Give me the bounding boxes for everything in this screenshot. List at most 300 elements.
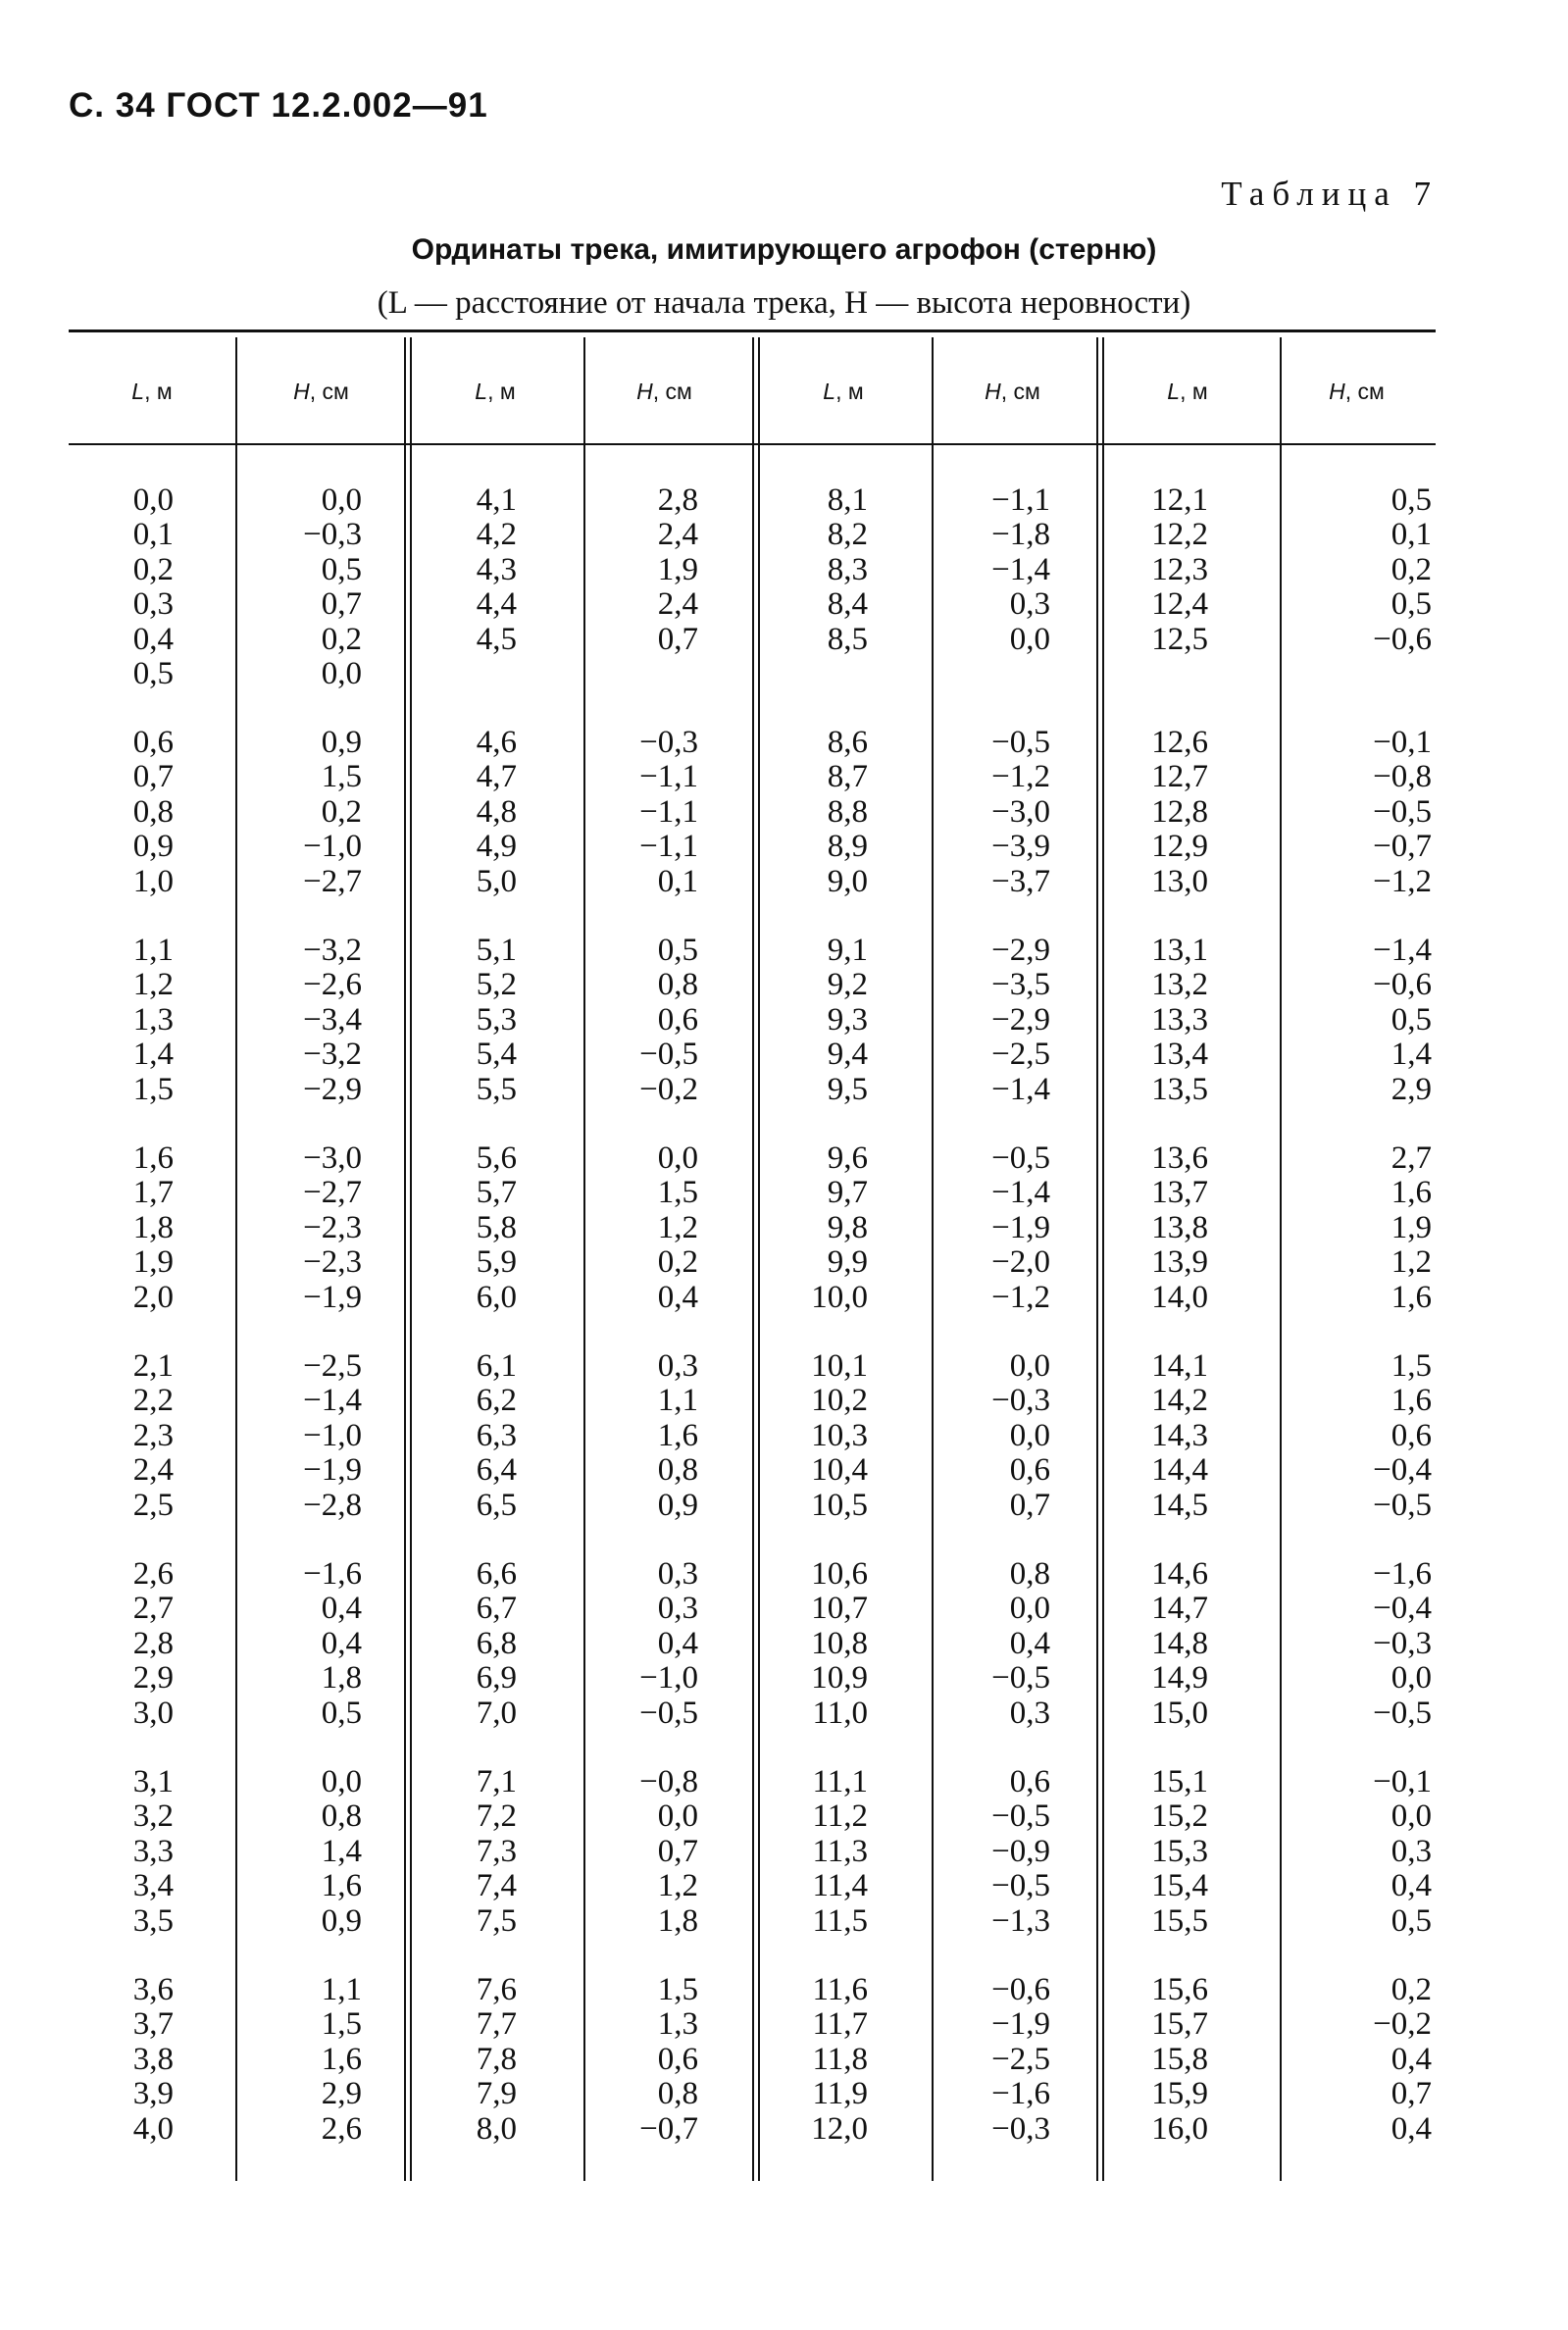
cell-H: −1,0 — [639, 1660, 698, 1697]
cell-L: 10,2 — [811, 1383, 868, 1419]
cell-H: −2,9 — [991, 933, 1050, 968]
cell-H: 0,4 — [1009, 1625, 1050, 1661]
cell-L: 0,0 — [132, 482, 174, 518]
table-title: Ординаты трека, имитирующего агрофон (стерню) — [411, 233, 1157, 266]
cell-L: 15,8 — [1151, 2041, 1208, 2077]
cell-L: 3,0 — [132, 1695, 174, 1731]
cell-H: 0,6 — [1391, 1417, 1432, 1453]
cell-H: 1,4 — [1391, 1037, 1432, 1073]
cell-L: 14,4 — [1151, 1452, 1208, 1489]
cell-H: 0,0 — [1009, 1348, 1050, 1384]
cell-H: 1,5 — [1391, 1348, 1432, 1384]
cell-L: 10,8 — [811, 1625, 868, 1661]
cell-L: 0,4 — [132, 621, 174, 657]
cell-L: 9,7 — [827, 1175, 868, 1211]
cell-H: 0,1 — [1391, 517, 1432, 553]
cell-L: 1,2 — [132, 967, 174, 1003]
cell-L: 3,6 — [132, 1972, 174, 2007]
col-header-H-2 — [579, 379, 750, 405]
cell-L: 12,2 — [1151, 517, 1208, 553]
cell-L: 6,1 — [476, 1348, 517, 1384]
cell-L: 2,9 — [132, 1660, 174, 1697]
col-header-unit: , м — [487, 379, 516, 404]
cell-H: −3,4 — [303, 1001, 362, 1038]
cell-H: −0,5 — [991, 1798, 1050, 1835]
cell-H: 0,6 — [657, 1001, 698, 1038]
cell-H: −0,3 — [1373, 1625, 1432, 1661]
cell-L: 16,0 — [1151, 2110, 1208, 2147]
cell-L: 9,6 — [827, 1140, 868, 1176]
cell-H: −1,9 — [991, 1209, 1050, 1245]
cell-L: 9,8 — [827, 1209, 868, 1245]
cell-L: 8,5 — [827, 621, 868, 657]
cell-L: 3,8 — [132, 2041, 174, 2077]
cell-L: 6,9 — [476, 1660, 517, 1697]
col-header-L-1 — [69, 379, 235, 405]
cell-L: 5,4 — [476, 1037, 517, 1073]
cell-L: 6,8 — [476, 1625, 517, 1661]
cell-H: −1,2 — [991, 1279, 1050, 1315]
cell-H: 1,6 — [321, 1868, 362, 1904]
cell-H: 0,4 — [321, 1625, 362, 1661]
cell-H: −1,9 — [303, 1452, 362, 1489]
cell-L: 15,6 — [1151, 1972, 1208, 2007]
cell-L: 12,6 — [1151, 725, 1208, 760]
cell-H: −0,4 — [1373, 1452, 1432, 1489]
cell-H: −3,7 — [991, 863, 1050, 899]
cell-H: 0,5 — [1391, 1001, 1432, 1038]
cell-H: 0,7 — [657, 621, 698, 657]
cell-H: −3,0 — [991, 793, 1050, 830]
cell-H: 0,0 — [1391, 1660, 1432, 1697]
cell-L: 13,0 — [1151, 863, 1208, 899]
cell-H: 1,5 — [321, 759, 362, 795]
cell-L: 9,1 — [827, 933, 868, 968]
cell-L: 6,4 — [476, 1452, 517, 1489]
cell-L: 4,2 — [476, 517, 517, 553]
cell-H: 0,0 — [321, 656, 362, 691]
cell-H: 0,8 — [657, 1452, 698, 1489]
cell-L: 3,3 — [132, 1833, 174, 1869]
cell-L: 1,6 — [132, 1140, 174, 1176]
cell-L: 7,2 — [476, 1798, 517, 1835]
col-header-symbol: L — [131, 379, 145, 404]
cell-H: −3,9 — [991, 829, 1050, 865]
cell-L: 13,5 — [1151, 1071, 1208, 1107]
cell-H: −3,0 — [303, 1140, 362, 1176]
cell-H: 0,8 — [657, 2076, 698, 2112]
cell-L: 4,6 — [476, 725, 517, 760]
cell-H: 0,9 — [321, 1902, 362, 1939]
cell-H: −0,5 — [991, 1868, 1050, 1904]
cell-L: 9,2 — [827, 967, 868, 1003]
cell-L: 10,4 — [811, 1452, 868, 1489]
cell-H: −0,1 — [1373, 1764, 1432, 1799]
col-header-symbol: L — [1167, 379, 1181, 404]
cell-L: 4,4 — [476, 586, 517, 623]
column-divider — [932, 337, 934, 2181]
cell-H: 2,8 — [657, 482, 698, 518]
cell-L: 12,5 — [1151, 621, 1208, 657]
col-header-symbol: H — [1329, 379, 1345, 404]
cell-H: 0,0 — [1009, 1417, 1050, 1453]
cell-H: 1,2 — [1391, 1244, 1432, 1281]
cell-H: −2,9 — [991, 1001, 1050, 1038]
cell-L: 4,0 — [132, 2110, 174, 2147]
cell-L: 13,7 — [1151, 1175, 1208, 1211]
cell-L: 7,8 — [476, 2041, 517, 2077]
cell-L: 1,0 — [132, 863, 174, 899]
cell-L: 12,1 — [1151, 482, 1208, 518]
cell-L: 0,5 — [132, 656, 174, 691]
cell-H: −2,7 — [303, 1175, 362, 1211]
cell-H: 0,4 — [321, 1591, 362, 1627]
cell-L: 3,9 — [132, 2076, 174, 2112]
cell-H: 0,0 — [321, 1764, 362, 1799]
cell-L: 4,1 — [476, 482, 517, 518]
cell-H: 0,6 — [657, 2041, 698, 2077]
column-divider — [583, 337, 585, 2181]
cell-L: 0,9 — [132, 829, 174, 865]
cell-H: 0,4 — [657, 1625, 698, 1661]
cell-L: 10,5 — [811, 1487, 868, 1523]
cell-H: −1,1 — [991, 482, 1050, 518]
cell-L: 6,7 — [476, 1591, 517, 1627]
cell-L: 2,5 — [132, 1487, 174, 1523]
cell-L: 14,1 — [1151, 1348, 1208, 1384]
cell-L: 10,1 — [811, 1348, 868, 1384]
cell-L: 5,8 — [476, 1209, 517, 1245]
cell-L: 9,9 — [827, 1244, 868, 1281]
cell-L: 1,3 — [132, 1001, 174, 1038]
cell-H: 1,9 — [657, 551, 698, 587]
cell-L: 15,4 — [1151, 1868, 1208, 1904]
cell-L: 13,9 — [1151, 1244, 1208, 1281]
cell-L: 7,4 — [476, 1868, 517, 1904]
cell-H: −2,8 — [303, 1487, 362, 1523]
cell-H: 0,2 — [1391, 551, 1432, 587]
cell-L: 7,0 — [476, 1695, 517, 1731]
cell-L: 12,8 — [1151, 793, 1208, 830]
cell-H: −2,0 — [991, 1244, 1050, 1281]
cell-H: 0,5 — [1391, 586, 1432, 623]
cell-L: 8,7 — [827, 759, 868, 795]
track-ordinates-table — [69, 329, 1436, 2193]
cell-H: −1,2 — [991, 759, 1050, 795]
cell-H: −0,7 — [1373, 829, 1432, 865]
cell-H: 1,8 — [321, 1660, 362, 1697]
cell-H: −3,5 — [991, 967, 1050, 1003]
cell-H: −2,3 — [303, 1209, 362, 1245]
cell-H: 0,4 — [1391, 2110, 1432, 2147]
cell-H: 0,5 — [657, 933, 698, 968]
cell-H: 0,3 — [657, 1556, 698, 1592]
cell-H: −0,5 — [639, 1037, 698, 1073]
cell-L: 5,1 — [476, 933, 517, 968]
cell-L: 5,6 — [476, 1140, 517, 1176]
cell-H: 0,3 — [657, 1348, 698, 1384]
cell-L: 9,0 — [827, 863, 868, 899]
cell-H: 1,3 — [657, 2006, 698, 2043]
cell-L: 11,6 — [812, 1972, 868, 2007]
cell-H: −1,6 — [991, 2076, 1050, 2112]
cell-H: −1,6 — [303, 1556, 362, 1592]
cell-H: −1,1 — [639, 759, 698, 795]
cell-L: 8,1 — [827, 482, 868, 518]
cell-L: 13,3 — [1151, 1001, 1208, 1038]
cell-L: 8,0 — [476, 2110, 517, 2147]
cell-H: 0,3 — [1009, 1695, 1050, 1731]
cell-H: −0,6 — [991, 1972, 1050, 2007]
cell-L: 11,8 — [812, 2041, 868, 2077]
cell-H: 1,5 — [657, 1175, 698, 1211]
cell-L: 5,9 — [476, 1244, 517, 1281]
cell-H: −0,5 — [991, 1140, 1050, 1176]
cell-H: 1,6 — [1391, 1279, 1432, 1315]
cell-L: 1,9 — [132, 1244, 174, 1281]
cell-L: 1,1 — [132, 933, 174, 968]
cell-L: 3,1 — [132, 1764, 174, 1799]
cell-H: 2,7 — [1391, 1140, 1432, 1176]
cell-H: 1,5 — [657, 1972, 698, 2007]
double-column-divider — [410, 337, 412, 2181]
cell-L: 8,4 — [827, 586, 868, 623]
cell-L: 12,4 — [1151, 586, 1208, 623]
cell-H: −0,8 — [1373, 759, 1432, 795]
cell-H: 2,4 — [657, 517, 698, 553]
cell-L: 9,4 — [827, 1037, 868, 1073]
double-column-divider — [1096, 337, 1098, 2181]
cell-H: −2,5 — [991, 2041, 1050, 2077]
cell-L: 5,5 — [476, 1071, 517, 1107]
cell-L: 15,1 — [1151, 1764, 1208, 1799]
cell-L: 11,1 — [812, 1764, 868, 1799]
cell-L: 11,9 — [812, 2076, 868, 2112]
cell-L: 2,3 — [132, 1417, 174, 1453]
cell-L: 5,2 — [476, 967, 517, 1003]
cell-H: −1,1 — [639, 793, 698, 830]
cell-H: −1,9 — [991, 2006, 1050, 2043]
cell-H: 1,2 — [657, 1209, 698, 1245]
cell-L: 0,3 — [132, 586, 174, 623]
cell-L: 8,3 — [827, 551, 868, 587]
cell-L: 2,6 — [132, 1556, 174, 1592]
cell-L: 11,2 — [812, 1798, 868, 1835]
page-header: С. 34 ГОСТ 12.2.002—91 — [69, 86, 488, 125]
cell-L: 2,7 — [132, 1591, 174, 1627]
cell-H: −1,4 — [991, 551, 1050, 587]
cell-H: 0,5 — [1391, 1902, 1432, 1939]
cell-H: 1,6 — [321, 2041, 362, 2077]
cell-H: 0,7 — [657, 1833, 698, 1869]
cell-L: 14,7 — [1151, 1591, 1208, 1627]
cell-H: 2,6 — [321, 2110, 362, 2147]
cell-L: 0,7 — [132, 759, 174, 795]
cell-L: 15,9 — [1151, 2076, 1208, 2112]
cell-H: −0,7 — [639, 2110, 698, 2147]
cell-H: 0,7 — [1391, 2076, 1432, 2112]
cell-L: 2,0 — [132, 1279, 174, 1315]
cell-H: 1,6 — [1391, 1175, 1432, 1211]
cell-L: 13,2 — [1151, 967, 1208, 1003]
cell-L: 11,0 — [812, 1695, 868, 1731]
cell-H: 0,0 — [657, 1798, 698, 1835]
cell-L: 1,7 — [132, 1175, 174, 1211]
cell-H: −2,6 — [303, 967, 362, 1003]
col-header-unit: , см — [309, 379, 349, 404]
col-header-unit: , м — [835, 379, 864, 404]
cell-H: 0,5 — [1391, 482, 1432, 518]
cell-H: −1,4 — [303, 1383, 362, 1419]
cell-L: 13,8 — [1151, 1209, 1208, 1245]
cell-L: 6,3 — [476, 1417, 517, 1453]
cell-H: 0,2 — [321, 621, 362, 657]
cell-L: 8,6 — [827, 725, 868, 760]
cell-L: 7,1 — [476, 1764, 517, 1799]
cell-H: 0,8 — [657, 967, 698, 1003]
cell-H: −0,5 — [991, 1660, 1050, 1697]
cell-H: 1,6 — [657, 1417, 698, 1453]
cell-H: −1,1 — [639, 829, 698, 865]
cell-L: 12,7 — [1151, 759, 1208, 795]
cell-H: −0,6 — [1373, 967, 1432, 1003]
cell-H: 0,4 — [657, 1279, 698, 1315]
cell-L: 14,2 — [1151, 1383, 1208, 1419]
col-header-H-4 — [1271, 379, 1442, 405]
col-header-unit: , см — [1000, 379, 1040, 404]
cell-H: −1,6 — [1373, 1556, 1432, 1592]
cell-H: 0,4 — [1391, 1868, 1432, 1904]
cell-H: 2,9 — [321, 2076, 362, 2112]
cell-H: 0,8 — [1009, 1556, 1050, 1592]
cell-H: 0,3 — [1391, 1833, 1432, 1869]
col-header-symbol: L — [475, 379, 488, 404]
cell-L: 0,2 — [132, 551, 174, 587]
col-header-unit: , см — [1344, 379, 1385, 404]
col-header-symbol: L — [823, 379, 836, 404]
cell-H: −0,6 — [1373, 621, 1432, 657]
cell-L: 2,2 — [132, 1383, 174, 1419]
cell-H: −0,5 — [1373, 793, 1432, 830]
cell-L: 10,9 — [811, 1660, 868, 1697]
cell-L: 7,6 — [476, 1972, 517, 2007]
cell-H: 0,0 — [1009, 621, 1050, 657]
cell-H: 1,6 — [1391, 1383, 1432, 1419]
cell-L: 2,4 — [132, 1452, 174, 1489]
cell-L: 15,5 — [1151, 1902, 1208, 1939]
cell-L: 3,7 — [132, 2006, 174, 2043]
cell-H: −2,5 — [991, 1037, 1050, 1073]
cell-L: 4,5 — [476, 621, 517, 657]
col-header-symbol: H — [293, 379, 310, 404]
cell-L: 4,7 — [476, 759, 517, 795]
cell-H: 0,5 — [321, 551, 362, 587]
cell-H: −3,2 — [303, 1037, 362, 1073]
cell-H: −1,4 — [991, 1071, 1050, 1107]
table-top-rule — [69, 329, 1436, 332]
cell-H: −0,3 — [303, 517, 362, 553]
cell-L: 13,6 — [1151, 1140, 1208, 1176]
column-divider — [235, 337, 237, 2181]
cell-H: −1,0 — [303, 829, 362, 865]
col-header-unit: , м — [144, 379, 173, 404]
cell-L: 5,3 — [476, 1001, 517, 1038]
col-header-L-4 — [1104, 379, 1271, 405]
cell-H: −2,5 — [303, 1348, 362, 1384]
cell-H: 0,8 — [321, 1798, 362, 1835]
cell-L: 1,4 — [132, 1037, 174, 1073]
cell-L: 10,0 — [811, 1279, 868, 1315]
cell-L: 9,5 — [827, 1071, 868, 1107]
cell-H: 0,9 — [657, 1487, 698, 1523]
cell-L: 10,3 — [811, 1417, 868, 1453]
cell-L: 10,6 — [811, 1556, 868, 1592]
cell-H: 0,0 — [657, 1140, 698, 1176]
col-header-L-3 — [760, 379, 927, 405]
col-header-symbol: H — [985, 379, 1001, 404]
col-header-L-2 — [412, 379, 579, 405]
cell-H: 1,9 — [1391, 1209, 1432, 1245]
cell-H: −1,2 — [1373, 863, 1432, 899]
column-divider — [1280, 337, 1282, 2181]
cell-H: −1,4 — [991, 1175, 1050, 1211]
cell-L: 12,9 — [1151, 829, 1208, 865]
cell-H: 1,5 — [321, 2006, 362, 2043]
cell-H: 0,0 — [321, 482, 362, 518]
cell-L: 10,7 — [811, 1591, 868, 1627]
double-column-divider — [1102, 337, 1104, 2181]
cell-H: −0,8 — [639, 1764, 698, 1799]
cell-H: 2,9 — [1391, 1071, 1432, 1107]
cell-L: 5,0 — [476, 863, 517, 899]
cell-H: 1,4 — [321, 1833, 362, 1869]
cell-L: 14,0 — [1151, 1279, 1208, 1315]
cell-H: 0,6 — [1009, 1764, 1050, 1799]
cell-L: 14,5 — [1151, 1487, 1208, 1523]
double-column-divider — [752, 337, 754, 2181]
cell-H: −0,5 — [639, 1695, 698, 1731]
cell-L: 11,7 — [812, 2006, 868, 2043]
cell-H: −3,2 — [303, 933, 362, 968]
cell-L: 1,8 — [132, 1209, 174, 1245]
cell-L: 14,8 — [1151, 1625, 1208, 1661]
cell-H: 0,2 — [1391, 1972, 1432, 2007]
cell-L: 12,0 — [811, 2110, 868, 2147]
cell-L: 7,3 — [476, 1833, 517, 1869]
cell-L: 8,8 — [827, 793, 868, 830]
cell-L: 9,3 — [827, 1001, 868, 1038]
cell-L: 11,3 — [812, 1833, 868, 1869]
table-number: Таблица 7 — [1221, 175, 1439, 213]
cell-H: 0,0 — [1009, 1591, 1050, 1627]
cell-H: 0,3 — [657, 1591, 698, 1627]
cell-L: 0,1 — [132, 517, 174, 553]
cell-L: 7,9 — [476, 2076, 517, 2112]
cell-H: 0,6 — [1009, 1452, 1050, 1489]
cell-H: −0,3 — [639, 725, 698, 760]
col-header-symbol: H — [636, 379, 653, 404]
cell-H: −2,9 — [303, 1071, 362, 1107]
cell-L: 5,7 — [476, 1175, 517, 1211]
cell-L: 6,2 — [476, 1383, 517, 1419]
col-header-H-1 — [235, 379, 407, 405]
cell-H: 1,1 — [657, 1383, 698, 1419]
cell-L: 14,9 — [1151, 1660, 1208, 1697]
cell-H: −1,0 — [303, 1417, 362, 1453]
cell-L: 6,6 — [476, 1556, 517, 1592]
cell-L: 14,3 — [1151, 1417, 1208, 1453]
cell-H: 1,2 — [657, 1868, 698, 1904]
